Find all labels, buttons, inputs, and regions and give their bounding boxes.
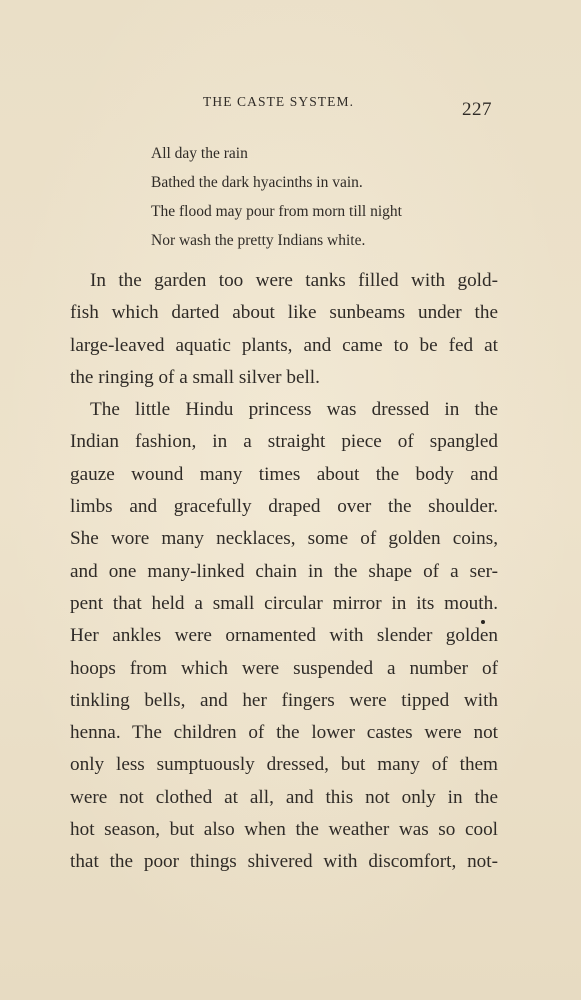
verse-line: Bathed the dark hyacinths in vain.: [151, 174, 363, 191]
ink-speck: [481, 620, 485, 624]
verse-line: The flood may pour from morn till night: [151, 203, 402, 220]
text-line: gauze wound many times about the body and: [70, 463, 498, 485]
paragraph: [70, 394, 498, 878]
text-line: that the poor things shivered with discomfort, not-: [70, 851, 498, 873]
text-line: were not clothed at all, and this not only in the: [70, 786, 498, 808]
verse-line: Nor wash the pretty Indians white.: [151, 232, 366, 249]
text-line: She wore many necklaces, some of golden coins,: [70, 528, 498, 550]
text-line: pent that held a small circular mirror in its mouth.: [70, 592, 498, 614]
body-text: [70, 265, 498, 879]
text-line: limbs and gracefully draped over the shoulder.: [70, 496, 498, 518]
text-line: and one many-linked chain in the shape of a ser-: [70, 560, 498, 582]
text-line: The little Hindu princess was dressed in the: [90, 399, 498, 421]
text-line: Indian fashion, in a straight piece of spangled: [70, 431, 498, 453]
verse-block: [151, 139, 402, 255]
text-line: large-leaved aquatic plants, and came to be fed at: [70, 334, 498, 356]
text-line: Her ankles were ornamented with slender golden: [70, 625, 498, 647]
text-line: hot season, but also when the weather was so cool: [70, 819, 498, 841]
text-line: tinkling bells, and her fingers were tipped with: [70, 689, 498, 711]
text-line: henna. The children of the lower castes were not: [70, 722, 498, 744]
text-line: the ringing of a small silver bell.: [70, 366, 320, 388]
text-line: fish which darted about like sunbeams under the: [70, 302, 498, 324]
paragraph: [70, 265, 498, 394]
running-head: THE CASTE SYSTEM.: [203, 94, 355, 109]
text-line: In the garden too were tanks filled with gold-: [90, 270, 498, 291]
text-line: hoops from which were suspended a number of: [70, 657, 498, 679]
text-line: only less sumptuously dressed, but many of them: [70, 754, 498, 776]
verse-line: All day the rain: [151, 145, 248, 162]
page-number: 227: [462, 99, 492, 120]
